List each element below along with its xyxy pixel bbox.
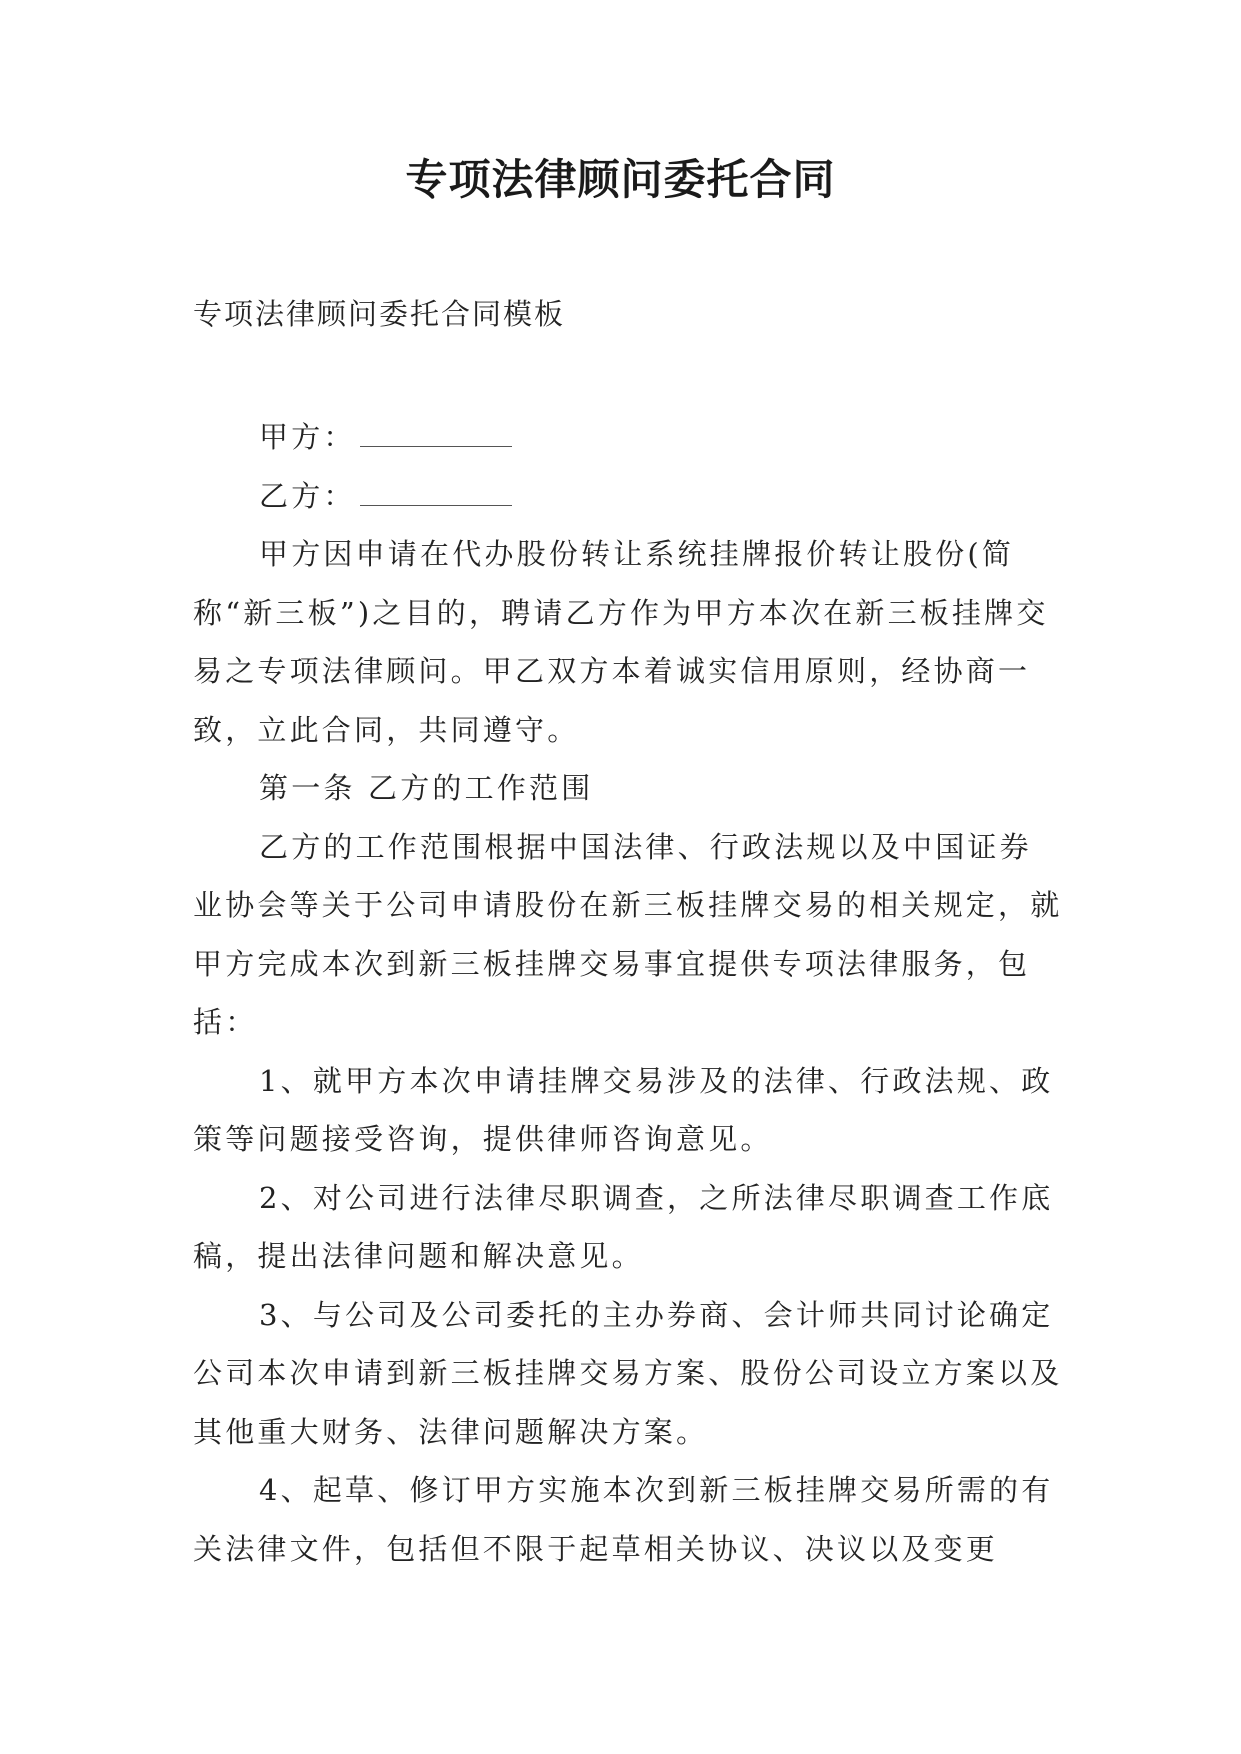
paragraph-preamble: 甲方因申请在代办股份转让系统挂牌报价转让股份(简称“新三板”)之目的，聘请乙方作为甲方本次在新三板挂牌交易之专项法律顾问。甲乙双方本着诚实信用原则，经协商一致，立此合同，共同遵守。 (193, 537, 1049, 747)
document-subtitle: 专项法律顾问委托合同模板 (193, 297, 566, 331)
party-a-blank (360, 424, 512, 447)
party-a-label: 甲方： (259, 420, 356, 454)
list-item-4: 4、起草、修订甲方实施本次到新三板挂牌交易所需的有关法律文件，包括但不限于起草相关协议、决议以及变更 (193, 1473, 1054, 1566)
list-item-1: 1、就甲方本次申请挂牌交易涉及的法律、行政法规、政策等问题接受咨询，提供律师咨询意见。 (193, 1063, 1054, 1156)
party-b-blank (360, 483, 512, 506)
paragraph-scope: 乙方的工作范围根据中国法律、行政法规以及中国证券业协会等关于公司申请股份在新三板挂牌交易的相关规定，就甲方完成本次到新三板挂牌交易事宜提供专项法律服务，包括： (193, 829, 1063, 1039)
list-item-3: 3、与公司及公司委托的主办券商、会计师共同讨论确定公司本次申请到新三板挂牌交易方案、股份公司设立方案以及其他重大财务、法律问题解决方案。 (193, 1297, 1063, 1449)
party-a-line (193, 408, 1063, 467)
document-title: 专项法律顾问委托合同 (405, 155, 836, 204)
article-heading: 第一条 乙方的工作范围 (259, 771, 594, 805)
party-b-line (193, 467, 1063, 526)
list-item-2: 2、对公司进行法律尽职调查，之所法律尽职调查工作底稿，提出法律问题和解决意见。 (193, 1180, 1054, 1273)
party-b-label: 乙方： (259, 478, 356, 513)
document-body (193, 408, 1063, 1578)
